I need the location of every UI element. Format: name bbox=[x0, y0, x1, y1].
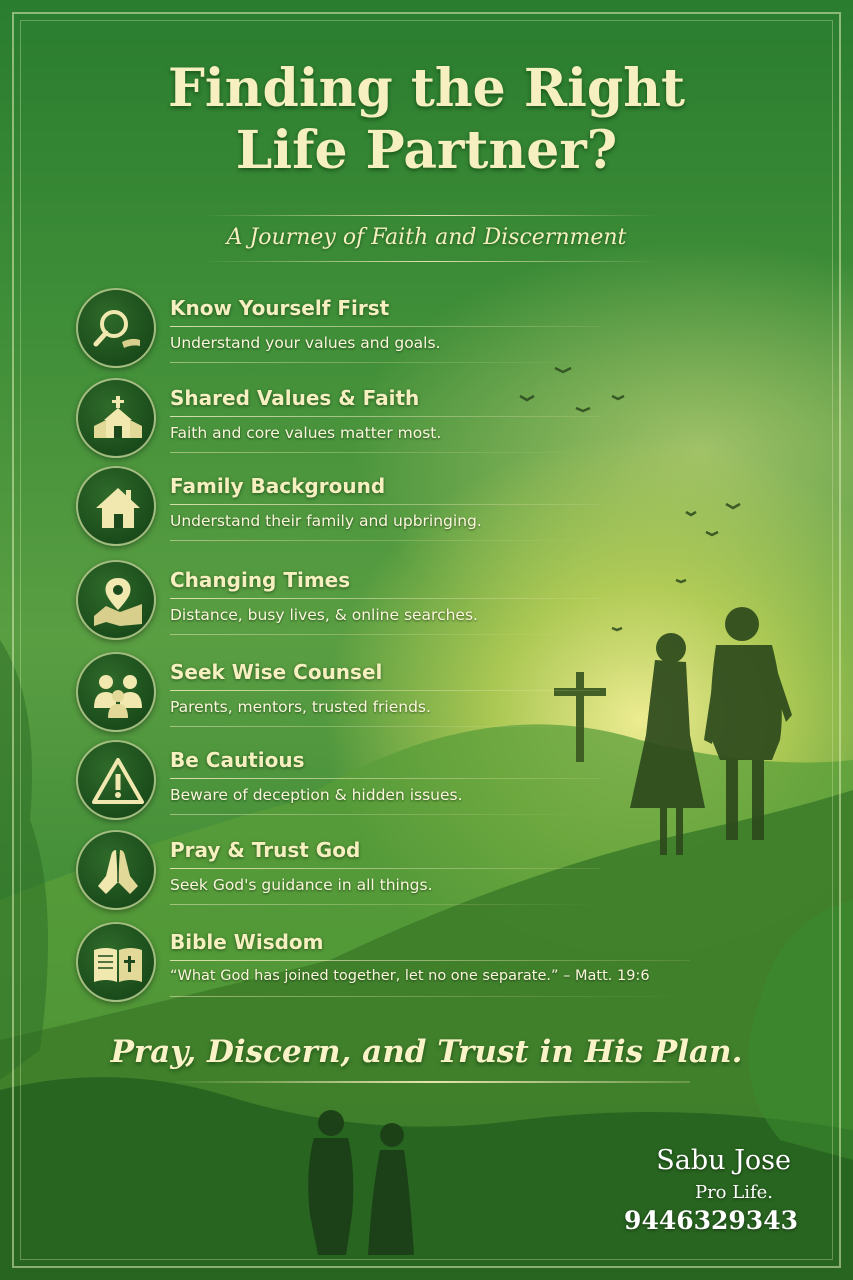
people-icon bbox=[92, 668, 144, 720]
item-title: Seek Wise Counsel bbox=[170, 660, 383, 684]
signature-phone[interactable]: 9446329343 bbox=[624, 1206, 798, 1235]
item-description: “What God has joined together, let no one separate.” – Matt. 19:6 bbox=[170, 968, 650, 984]
icon-badge bbox=[76, 466, 156, 546]
divider bbox=[170, 326, 600, 327]
item-title: Pray & Trust God bbox=[170, 838, 361, 862]
divider bbox=[170, 814, 600, 815]
divider bbox=[170, 996, 690, 997]
inner-frame bbox=[20, 20, 833, 1260]
subtitle-rule-bottom bbox=[200, 261, 660, 262]
title-text: Finding the Right Life Partner? bbox=[167, 58, 686, 181]
icon-badge bbox=[76, 288, 156, 368]
divider bbox=[170, 960, 690, 961]
list-item-bible-wisdom bbox=[76, 922, 696, 1002]
item-title: Be Cautious bbox=[170, 748, 305, 772]
list-item-know-yourself bbox=[76, 288, 696, 368]
church-icon bbox=[92, 394, 144, 446]
signature-name: Sabu Jose bbox=[656, 1145, 791, 1176]
divider bbox=[170, 690, 600, 691]
icon-badge bbox=[76, 740, 156, 820]
divider bbox=[170, 904, 600, 905]
divider bbox=[170, 868, 600, 869]
item-description: Distance, busy lives, & online searches. bbox=[170, 606, 478, 624]
divider bbox=[170, 540, 600, 541]
subtitle: A Journey of Faith and Discernment bbox=[226, 225, 627, 250]
divider bbox=[170, 452, 600, 453]
item-title: Know Yourself First bbox=[170, 296, 390, 320]
magnifier-icon bbox=[92, 304, 144, 356]
divider bbox=[170, 362, 600, 363]
bible-icon bbox=[92, 938, 144, 990]
divider bbox=[170, 416, 600, 417]
signature-org: Pro Life. bbox=[694, 1182, 773, 1203]
list-item-pray-trust bbox=[76, 830, 696, 910]
tagline-underline bbox=[170, 1081, 690, 1083]
subtitle-rule-top bbox=[200, 215, 660, 216]
icon-badge bbox=[76, 830, 156, 910]
divider bbox=[170, 504, 600, 505]
page-title bbox=[0, 58, 853, 182]
icon-badge bbox=[76, 652, 156, 732]
tagline: Pray, Discern, and Trust in His Plan. bbox=[110, 1034, 743, 1070]
list-item-be-cautious bbox=[76, 740, 696, 820]
list-item-changing-times bbox=[76, 560, 696, 640]
item-description: Faith and core values matter most. bbox=[170, 424, 442, 442]
list-item-seek-counsel bbox=[76, 652, 696, 732]
item-title: Changing Times bbox=[170, 568, 351, 592]
item-title: Shared Values & Faith bbox=[170, 386, 420, 410]
divider bbox=[170, 634, 600, 635]
item-description: Seek God's guidance in all things. bbox=[170, 876, 433, 894]
item-title: Bible Wisdom bbox=[170, 930, 324, 954]
icon-badge bbox=[76, 560, 156, 640]
item-description: Understand their family and upbringing. bbox=[170, 512, 482, 530]
item-description: Understand your values and goals. bbox=[170, 334, 441, 352]
icon-badge bbox=[76, 378, 156, 458]
item-description: Beware of deception & hidden issues. bbox=[170, 786, 463, 804]
divider bbox=[170, 778, 600, 779]
map-pin-icon bbox=[92, 576, 144, 628]
icon-badge bbox=[76, 922, 156, 1002]
divider bbox=[170, 598, 600, 599]
warning-icon bbox=[92, 756, 144, 808]
divider bbox=[170, 726, 600, 727]
item-title: Family Background bbox=[170, 474, 386, 498]
list-item-family-background bbox=[76, 466, 696, 546]
house-icon bbox=[92, 482, 144, 534]
item-description: Parents, mentors, trusted friends. bbox=[170, 698, 431, 716]
list-item-shared-values bbox=[76, 378, 696, 458]
praying-hands-icon bbox=[92, 846, 144, 898]
